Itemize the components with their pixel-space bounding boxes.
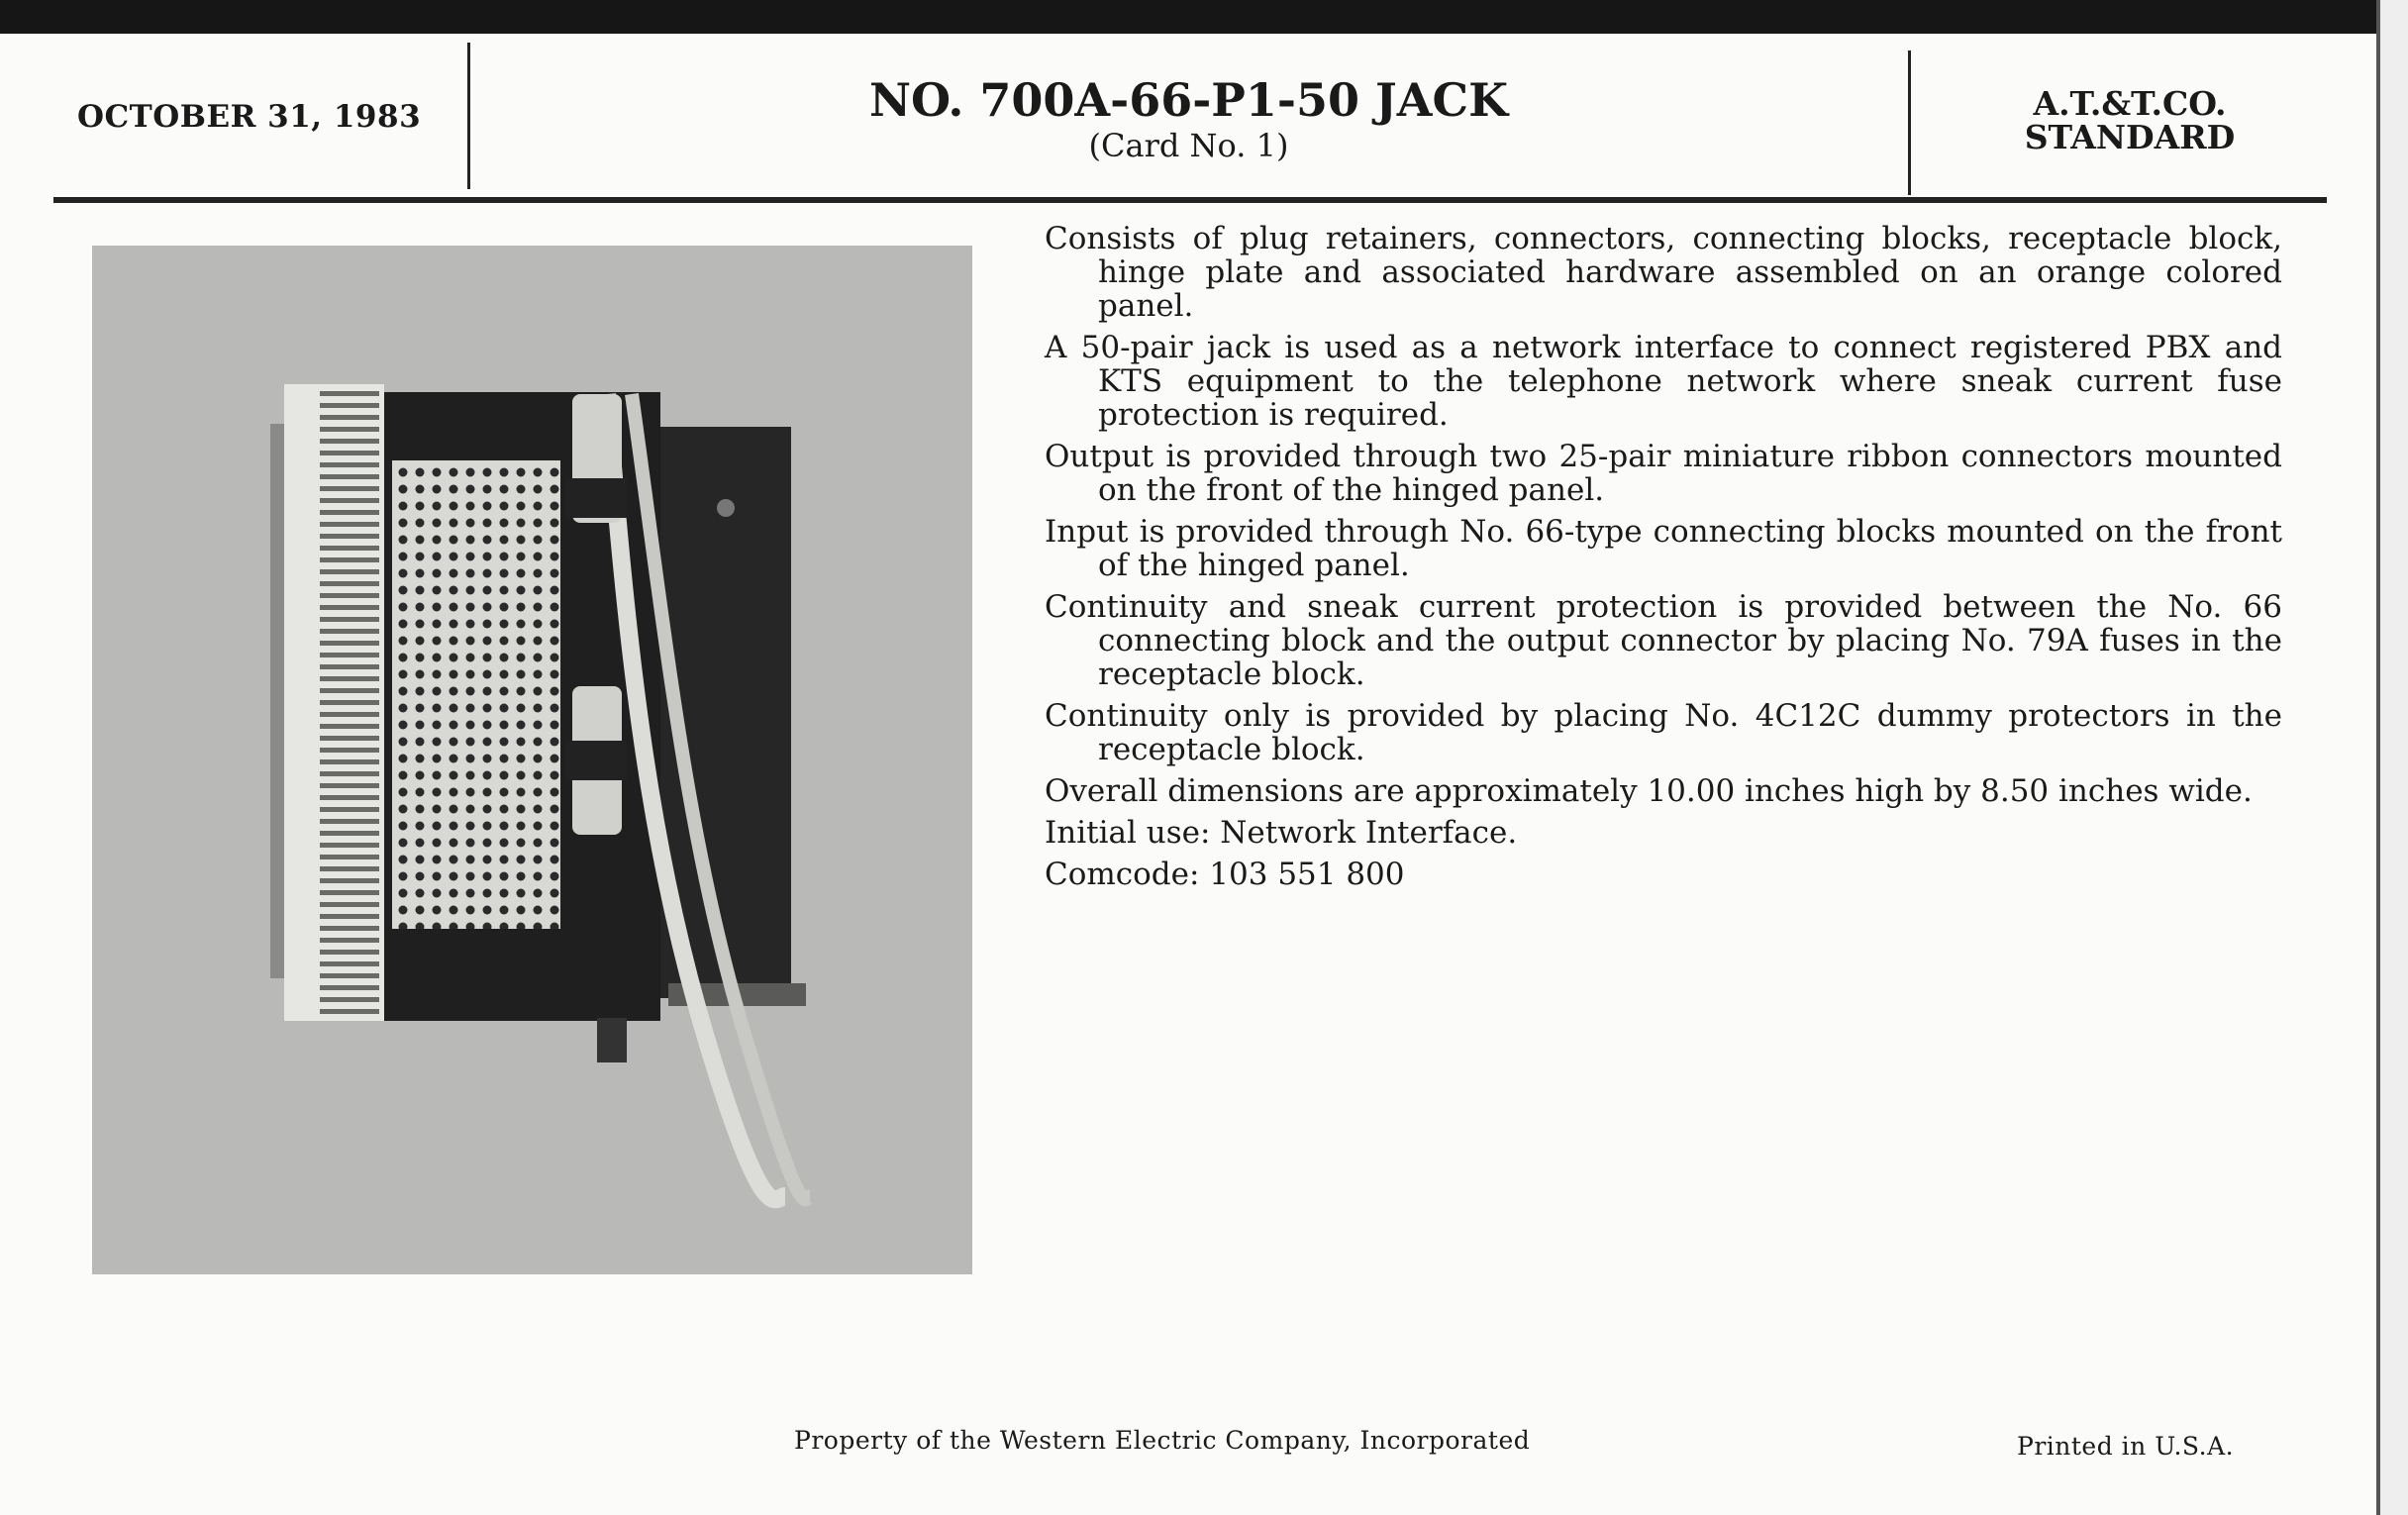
connecting-block	[284, 384, 384, 1021]
standard-text: STANDARD	[2024, 118, 2236, 156]
product-photo	[92, 246, 972, 1274]
receptacle-block	[392, 460, 560, 929]
footer-printed: Printed in U.S.A.	[2017, 1432, 2235, 1461]
knob	[597, 1018, 627, 1062]
scan-right-margin	[2380, 0, 2408, 1515]
card-number: (Card No. 1)	[1088, 127, 1289, 164]
footer-property: Property of the Western Electric Company, Incorporated	[794, 1426, 1531, 1455]
description-paragraph: Input is provided through No. 66-type connecting blocks mounted on the front of the hinged panel.	[1045, 514, 2282, 583]
initial-use: Initial use: Network Interface.	[1045, 815, 1518, 851]
card-title: NO. 700A-66-P1-50 JACK	[868, 73, 1509, 127]
description-paragraph: A 50-pair jack is used as a network interface to connect registered PBX and KTS equipment to the telephone network where sneak current fuse protection is required.	[1045, 330, 2282, 433]
scan-top-edge	[0, 0, 2408, 34]
header-rule	[53, 197, 2327, 203]
standard-company: A.T.&T.CO.	[2033, 84, 2227, 123]
card-date: OCTOBER 31, 1983	[77, 99, 422, 135]
description	[1045, 222, 2282, 899]
description-paragraph: Output is provided through two 25-pair miniature ribbon connectors mounted on the front of the hinged panel.	[1045, 439, 2282, 508]
comcode: Comcode: 103 551 800	[1045, 857, 1405, 892]
description-paragraph: Continuity and sneak current protection is provided between the No. 66 connecting block and the output connector by placing No. 79A fuses in the receptacle block.	[1045, 589, 2282, 692]
header-divider-right	[1908, 50, 1911, 195]
description-paragraph: Consists of plug retainers, connectors, connecting blocks, receptacle block, hinge plate and associated hardware assembled on an orange colored panel.	[1045, 221, 2282, 324]
description-paragraph: Continuity only is provided by placing No. 4C12C dummy protectors in the receptacle block.	[1045, 698, 2282, 767]
standard-label	[1912, 84, 2348, 156]
description-paragraph: Overall dimensions are approximately 10.00 inches high by 8.50 inches wide.	[1045, 773, 2253, 809]
